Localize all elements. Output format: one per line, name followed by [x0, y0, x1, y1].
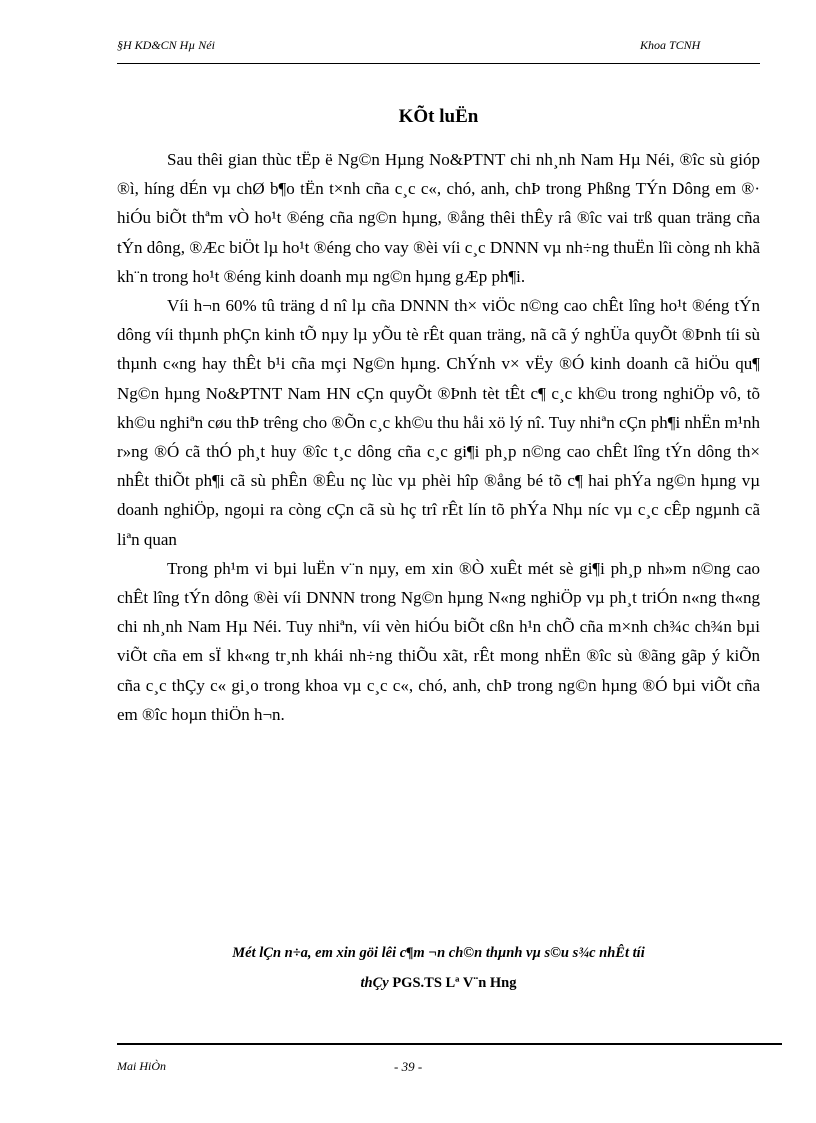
footer-author: Mai HiÒn [117, 1059, 166, 1073]
acknowledgement-name: PGS.TS Lª V¨n Hng [388, 975, 517, 991]
page-number: - 39 - [394, 1059, 423, 1074]
acknowledgement-thay: thÇy [360, 975, 389, 991]
header-right-text: Khoa TCNH [640, 38, 701, 52]
paragraph-1: Sau thêi gian thùc tËp ë Ng©n Hµng No&PTNT chi nh¸nh Nam Hµ Néi, ®îc sù gióp ®ì, híng dÉn vµ chØ b¶o tËn t×nh cña c¸c c«, chó, anh, chÞ trong Phßng TÝn Dông em ®· hiÓu biÕt thªm vÒ ho¹t ®éng cña ng©n hµng, ®ång thêi thÊy râ ®îc vai trß quan träng cña tÝn dông, ®Æc biÖt lµ ho¹t ®éng cho vay ®èi víi c¸c DNNN vµ nh÷ng thuËn lîi còng nh khã kh¨n trong ho¹t ®éng kinh doanh mµ ng©n hµng gÆp ph¶i. [117, 150, 760, 286]
paragraph-2: Víi h¬n 60% tû träng d nî lµ cña DNNN th× viÖc n©ng cao chÊt lîng ho¹t ®éng tÝn dông víi thµnh phÇn kinh tÕ nµy lµ yÕu tè rÊt quan träng, nã cã ý nghÜa quyÕt ®Þnh tíi sù thµnh c«ng hay thÊt b¹i cña mçi Ng©n hµng. ChÝnh v× vËy ®Ó kinh doanh cã hiÖu qu¶ Ng©n hµng No&PTNT Nam HN cÇn quyÕt ®Þnh tèt tÊt c¶ c¸c kh©u trong nghiÖp vô, tõ kh©u nghiªn cøu thÞ trêng cho ®Õn c¸c kh©u thu håi xö lý nî. Tuy nhiªn cÇn ph¶i nhËn m¹nh r»ng ®Ó cã thÓ ph¸t huy ®îc t¸c dông cña c¸c gi¶i ph¸p n©ng cao chÊt lîng tÝn dông th× nhÊt thiÕt ph¶i cã sù phÊn ®Êu nç lùc vµ phèi hîp ®ång bé tõ c¶ hai phÝa ng©n hµng vµ doanh nghiÖp, ngoµi ra còng cÇn cã sù hç trî rÊt lín tõ phÝa Nhµ níc vµ c¸c cÊp ngµnh cã liªn quan [117, 296, 760, 549]
header-divider [117, 63, 760, 64]
paragraph-3: Trong ph¹m vi bµi luËn v¨n nµy, em xin ®Ò xuÊt mét sè gi¶i ph¸p nh»m n©ng cao chÊt lîng tÝn dông ®èi víi DNNN trong Ng©n hµng N«ng nghiÖp vµ ph¸t triÓn n«ng th«ng chi nh¸nh Nam Hµ Néi. Tuy nhiªn, víi vèn hiÓu biÕt cßn h¹n chÕ cña m×nh ch¾c ch¾n bµi viÕt cña em sÏ kh«ng tr¸nh khái nh÷ng thiÕu xãt, rÊt mong nhËn ®îc sù ®ãng gãp ý kiÕn cña c¸c thÇy c« gi¸o trong khoa vµ c¸c c«, chó, anh, chÞ trong ng©n hµng ®Ó bµi viÕt cña em ®îc hoµn thiÖn h¬n. [117, 558, 760, 724]
body-text [117, 145, 760, 729]
header-left-text: §H KD&CN Hµ Néi [117, 38, 215, 52]
footer-divider [117, 1043, 782, 1045]
acknowledgement [117, 938, 760, 998]
page-title: KÕt luËn [398, 106, 479, 127]
acknowledgement-line-1: Mét lÇn n÷a, em xin göi lêi c¶m ¬n ch©n thµnh vµ s©u s¾c nhÊt tíi [232, 945, 645, 961]
